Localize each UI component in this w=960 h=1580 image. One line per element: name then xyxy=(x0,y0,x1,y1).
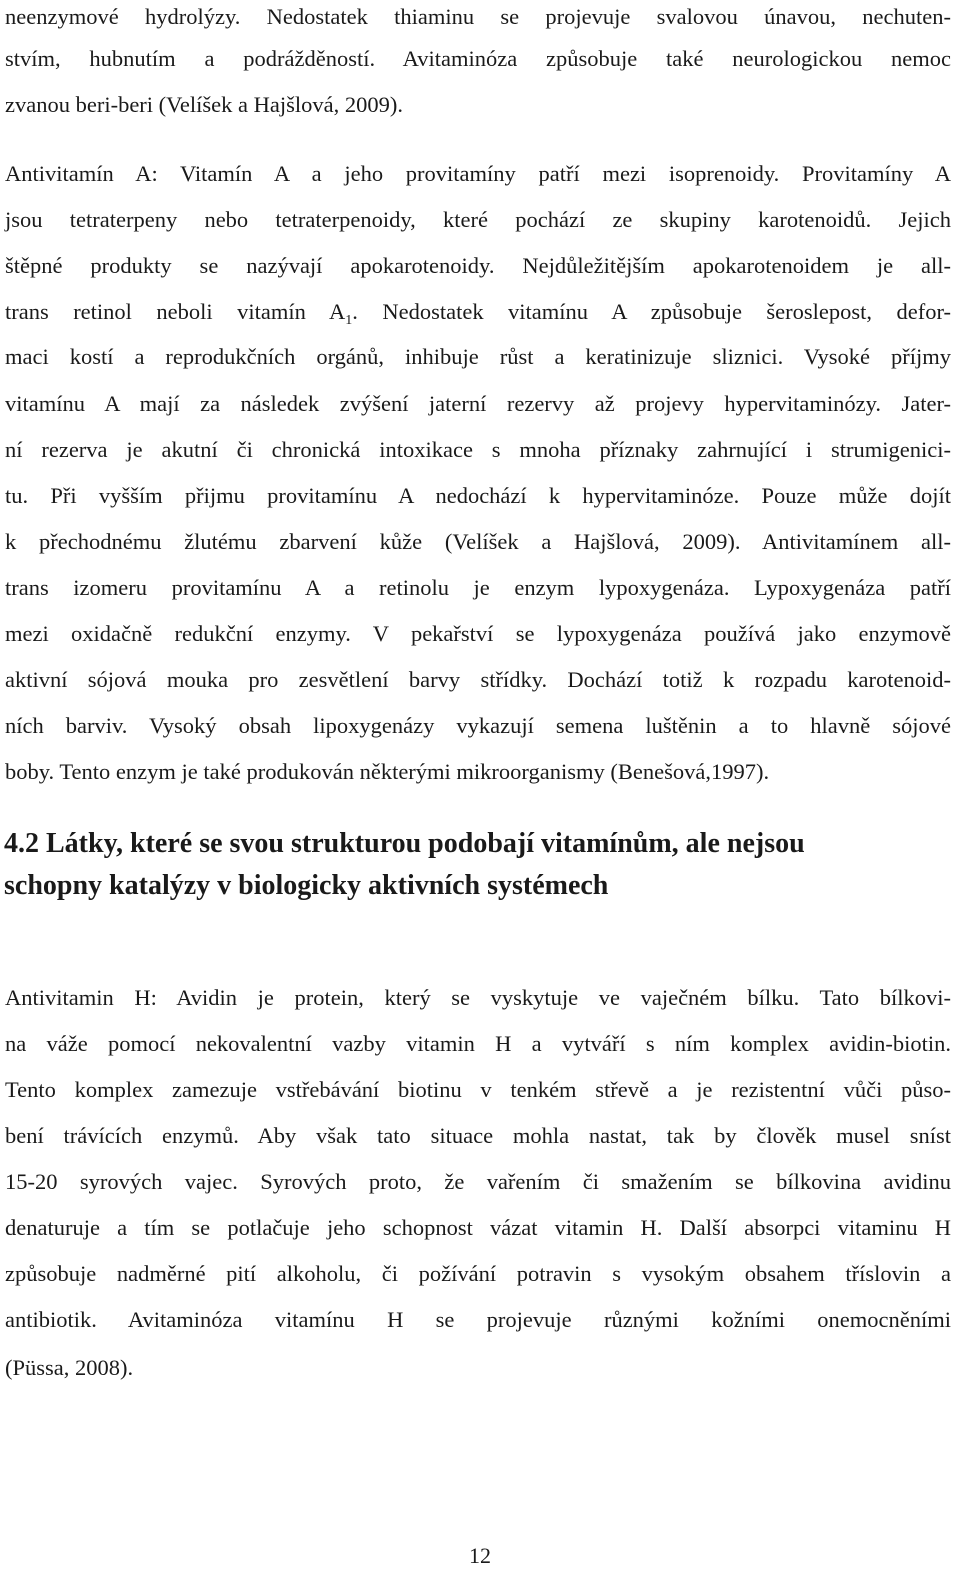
paragraph-2-line-4-start: trans retinol neboli vitamín A xyxy=(5,299,346,324)
paragraph-2-line-12: aktivní sójová mouka pro zesvětlení barvy střídky. Dochází totiž k rozpadu karotenoid- xyxy=(5,667,951,692)
paragraph-3-line-4: bení trávících enzymů. Aby však tato situace mohla nastat, tak by člověk musel sníst xyxy=(5,1123,951,1148)
paragraph-3-line-1: Antivitamin H: Avidin je protein, který se vyskytuje ve vaječném bílku. Tato bílkovi- xyxy=(5,985,951,1010)
paragraph-2-line-4 xyxy=(5,297,951,331)
section-heading-line-2: schopny katalýzy v biologicky aktivních systémech xyxy=(4,870,609,901)
paragraph-2-line-2: jsou tetraterpeny nebo tetraterpenoidy, které pochází ze skupiny karotenoidů. Jejich xyxy=(5,207,951,232)
paragraph-3-line-6: denaturuje a tím se potlačuje jeho schopnost vázat vitamin H. Další absorpci vitaminu H xyxy=(5,1215,951,1240)
paragraph-2-line-8: tu. Při vyšším přijmu provitamínu A nedochází k hypervitaminóze. Pouze může dojít xyxy=(5,483,951,508)
page-number: 12 xyxy=(469,1543,491,1568)
paragraph-2-line-9: k přechodnému žlutému zbarvení kůže (Velíšek a Hajšlová, 2009). Antivitamínem all- xyxy=(5,529,951,554)
paragraph-2-line-14: boby. Tento enzym je také produkován některými mikroorganismy (Benešová,1997). xyxy=(5,759,770,784)
paragraph-2-line-5: maci kostí a reprodukčních orgánů, inhibuje růst a keratinizuje sliznici. Vysoké příjmy xyxy=(5,344,951,369)
paragraph-3-line-3: Tento komplex zamezuje vstřebávání biotinu v tenkém střevě a je rezistentní vůči půso- xyxy=(5,1077,951,1102)
paragraph-2-line-6: vitamínu A mají za následek zvýšení jaterní rezervy až projevy hypervitaminózy. Jater- xyxy=(5,391,951,416)
paragraph-1-line-1: neenzymové hydrolýzy. Nedostatek thiaminu se projevuje svalovou únavou, nechuten- xyxy=(5,4,951,29)
paragraph-2-line-3: štěpné produkty se nazývají apokarotenoidy. Nejdůležitějším apokarotenoidem je all- xyxy=(5,253,951,278)
subscript-1: 1 xyxy=(345,313,353,328)
paragraph-1-line-3: zvanou beri-beri (Velíšek a Hajšlová, 2009). xyxy=(5,92,403,117)
paragraph-2-line-13: ních barviv. Vysoký obsah lipoxygenázy vykazují semena luštěnin a to hlavně sójové xyxy=(5,713,951,738)
paragraph-3-line-9: (Püssa, 2008). xyxy=(5,1355,134,1380)
paragraph-3-line-2: na váže pomocí nekovalentní vazby vitamin H a vytváří s ním komplex avidin-biotin. xyxy=(5,1031,951,1056)
paragraph-2-line-1: Antivitamín A: Vitamín A a jeho provitamíny patří mezi isoprenoidy. Provitamíny A xyxy=(5,161,951,186)
paragraph-3-line-8: antibiotik. Avitaminóza vitamínu H se projevuje různými kožními onemocněními xyxy=(5,1307,951,1332)
paragraph-2-line-10: trans izomeru provitamínu A a retinolu je enzym lypoxygenáza. Lypoxygenáza patří xyxy=(5,575,951,600)
section-number: 4.2 xyxy=(4,828,39,859)
section-title-part-1: Látky, které se svou strukturou podobají vitamínům, ale nejsou xyxy=(46,828,805,859)
paragraph-2-line-4-end: . Nedostatek vitamínu A způsobuje šeroslepost, defor- xyxy=(352,299,951,324)
paragraph-2-line-7: ní rezerva je akutní či chronická intoxikace s mnoha příznaky zahrnující i strumigenici- xyxy=(5,437,951,462)
paragraph-1-line-2: stvím, hubnutím a podrážděností. Avitaminóza způsobuje také neurologickou nemoc xyxy=(5,46,951,71)
section-heading-line-1 xyxy=(4,826,954,862)
paragraph-2-line-11: mezi oxidačně redukční enzymy. V pekařství se lypoxygenáza používá jako enzymově xyxy=(5,621,951,646)
paragraph-3-line-7: způsobuje nadměrné pití alkoholu, či požívání potravin s vysokým obsahem tříslovin a xyxy=(5,1261,951,1286)
paragraph-3-line-5: 15-20 syrových vajec. Syrových proto, že vařením či smažením se bílkovina avidinu xyxy=(5,1169,951,1194)
